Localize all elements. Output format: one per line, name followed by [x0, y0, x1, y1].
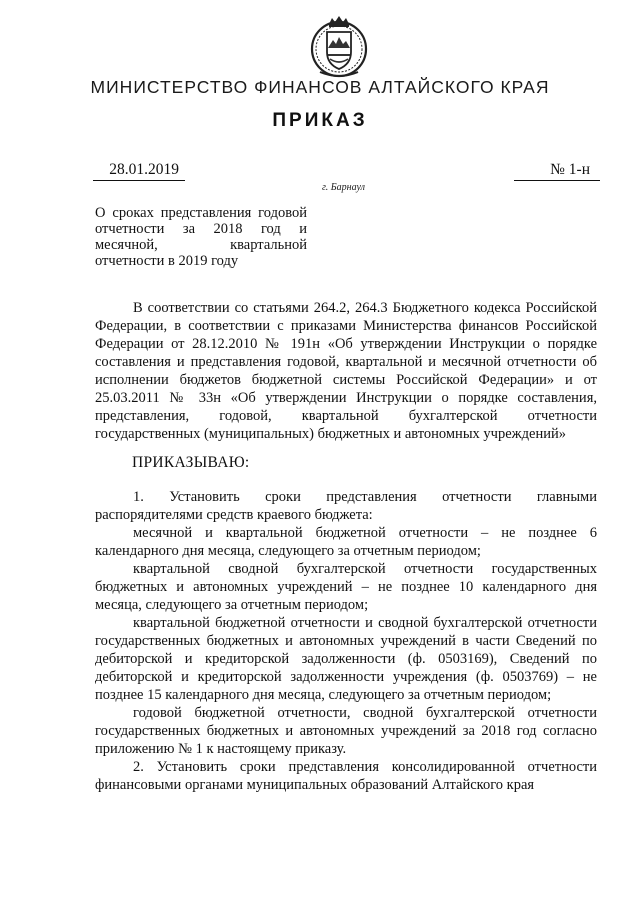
order-date [93, 160, 185, 181]
ministry-title: МИНИСТЕРСТВО ФИНАНСОВ АЛТАЙСКОГО КРАЯ [90, 77, 550, 97]
order-number [514, 160, 600, 181]
order-items [95, 488, 597, 794]
order-item: месячной и квартальной бюджетной отчетности – не позднее 6 календарного дня месяца, следующего за отчетным периодом; [95, 525, 597, 559]
order-item: 1. Установить сроки представления отчетности главными распорядителями средств краевого бюджета: [95, 489, 597, 523]
order-item: 2. Установить сроки представления консолидированной отчетности финансовыми органами муниципальных образований Алтайского края [95, 759, 597, 793]
order-subject: О сроках представления годовой отчетности за 2018 год и месячной, квартальной отчетности в 2019 году [95, 205, 307, 269]
issue-city: г. Барнаул [322, 182, 366, 193]
preamble-paragraph: В соответствии со статьями 264.2, 264.3 Бюджетного кодекса Российской Федерации, в соответствии с приказами Министерства финансов Российской Федерации от 28.12.2010 № 191н «Об утверждении Инструкции о порядке составления и представления годовой, квартальной и месячной отчетности об исполнении бюджетов бюджетной системы Российской Федерации» и от 25.03.2011 № 33н «Об утверждении Инструкции о порядке составления, представления, годовой, квартальной бухгалтерской отчетности государственных (муниципальных) бюджетных и автономных учреждений» [95, 300, 597, 442]
order-item: квартальной бюджетной отчетности и сводной бухгалтерской отчетности государственных бюджетных и автономных учреждений в части Сведений по дебиторской и кредиторской задолженности (ф. 0503169), Сведений по дебиторской и кредиторской задолженности учреждения (ф. 0503769) – не позднее 15 календарного дня месяца, следующего за отчетным периодом; [95, 615, 597, 703]
order-word: ПРИКАЗЫВАЮ: [132, 454, 250, 471]
order-number-value: № 1-н [550, 161, 590, 178]
order-item: квартальной сводной бухгалтерской отчетности государственных бюджетных и автономных учреждений – не позднее 10 календарного дня месяца, следующего за отчетным периодом; [95, 561, 597, 613]
order-item: годовой бюджетной отчетности, сводной бухгалтерской отчетности государственных бюджетных и автономных учреждений за 2018 год согласно приложению № 1 к настоящему приказу. [95, 705, 597, 757]
order-date-value: 28.01.2019 [109, 161, 179, 178]
document-type-title: ПРИКАЗ [272, 110, 368, 131]
altai-coat-of-arms-icon [302, 14, 376, 80]
